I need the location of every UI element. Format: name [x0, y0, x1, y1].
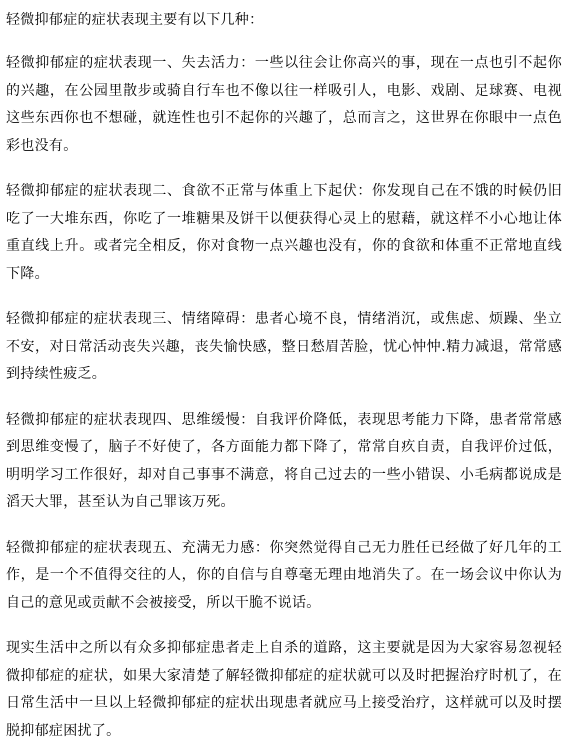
paragraph-symptom-3: 轻微抑郁症的症状表现三、情绪障碍：患者心境不良，情绪消沉，或焦虑、烦躁、坐立不安，对日常活动丧失兴趣，丧失愉快感，整日愁眉苦脸，忧心忡忡.精力减退，常常感到持续性疲乏。 — [6, 311, 562, 382]
paragraph-symptom-5: 轻微抑郁症的症状表现五、充满无力感：你突然觉得自己无力胜任已经做了好几年的工作，是一个不值得交往的人，你的自信与自尊毫无理由地消失了。在一场会议中你认为自己的意见或贡献不会被接受，所以干脆不说话。 — [6, 539, 562, 611]
paragraph-symptom-4: 轻微抑郁症的症状表现四、思维缓慢：自我评价降低，表现思考能力下降，患者常常感到思维变慢了，脑子不好使了，各方面能力都下降了，常常自疚自责，自我评价过低，明明学习工作很好，却对自己事事不满意，将自己过去的一些小错误、小毛病都说成是滔天大罪，甚至认为自己罪该万死。 — [6, 411, 562, 510]
intro-text: 轻微抑郁症的症状表现主要有以下几种： — [6, 12, 264, 28]
paragraph-symptom-1: 轻微抑郁症的症状表现一、失去活力：一些以往会让你高兴的事，现在一点也引不起你的兴趣，在公园里散步或骑自行车也不像以往一样吸引人，电影、戏剧、足球赛、电视这些东西你也不想碰，就连性也引不起你的兴趣了，总而言之，这世界在你眼中一点色彩也没有。 — [6, 55, 562, 154]
paragraph-symptom-2: 轻微抑郁症的症状表现二、食欲不正常与体重上下起伏：你发现自己在不饿的时候仍旧吃了一大堆东西，你吃了一堆糖果及饼干以便获得心灵上的慰藉，就这样不小心地让体重直线上升。或者完全相反，你对食物一点兴趣也没有，你的食欲和体重不正常地直线下降。 — [6, 183, 562, 282]
paragraph-conclusion: 现实生活中之所以有众多抑郁症患者走上自杀的道路，这主要就是因为大家容易忽视轻微抑郁症的症状，如果大家清楚了解轻微抑郁症的症状就可以及时把握治疗时机了，在日常生活中一旦以上轻微抑郁症的症状出现患者就应马上接受治疗，这样就可以及时摆脱抑郁症困扰了。 — [6, 640, 562, 739]
